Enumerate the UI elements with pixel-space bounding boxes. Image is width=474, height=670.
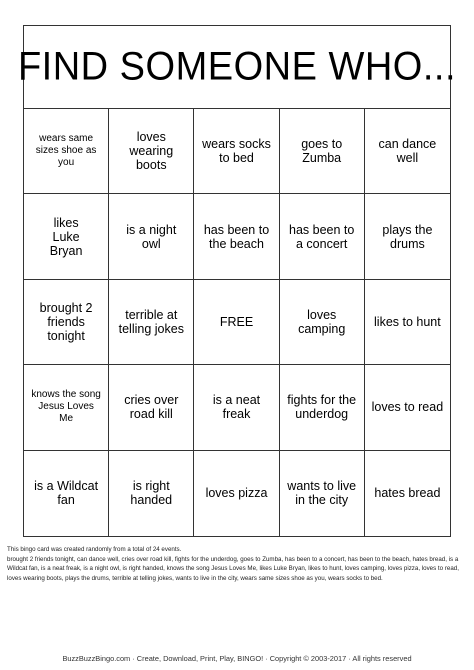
note-events: brought 2 friends tonight, can dance well, cries over road kill, fights for the underdog, goes to Zumba, has been to a concert, has been to the beach, hates bread, is a Wildcat fan, is a neat freak, is a night owl, is right handed, knows the song Jesus Loves Me, likes Luke Bryan, likes to hunt, loves camping, loves pizza, loves to read, loves wearing boots, plays the drums, terrible at telling jokes, wants to live in the city, wears same sizes shoe as you, wears socks to bed. — [7, 555, 459, 582]
bingo-cell — [109, 451, 194, 536]
cell-text: likes to hunt — [374, 314, 441, 329]
cell-text: plays the drums — [382, 222, 433, 251]
bingo-cell — [24, 365, 109, 450]
bingo-cell — [280, 365, 365, 450]
cell-text: loves to read — [371, 400, 444, 415]
cell-text: loves pizza — [205, 486, 268, 501]
cell-text: FREE — [219, 314, 254, 329]
cell-text: hates bread — [374, 486, 441, 501]
bingo-cell — [365, 109, 450, 194]
card-title: FIND SOMEONE WHO... — [17, 44, 457, 89]
cell-text: loves camping — [298, 307, 346, 336]
bingo-cell — [109, 194, 194, 279]
bingo-cell — [280, 194, 365, 279]
events-note — [7, 545, 469, 583]
bingo-cell — [194, 365, 279, 450]
bingo-cell — [109, 365, 194, 450]
cell-text: knows the song Jesus Loves Me — [31, 389, 101, 425]
bingo-cell — [365, 194, 450, 279]
cell-text: terrible at telling jokes — [118, 307, 184, 336]
cell-text: is a night owl — [126, 222, 177, 251]
bingo-cell — [280, 451, 365, 536]
cell-text: wants to live in the city — [287, 479, 357, 508]
bingo-cell — [24, 194, 109, 279]
bingo-cell — [194, 194, 279, 279]
cell-text: has been to a concert — [289, 222, 355, 251]
site-footer: BuzzBuzzBingo.com · Create, Download, Print, Play, BINGO! · Copyright © 2003-2017 · All rights reserved — [62, 654, 412, 663]
cell-text: brought 2 friends tonight — [39, 300, 93, 343]
bingo-cell — [194, 109, 279, 194]
cell-text: cries over road kill — [124, 393, 179, 422]
note-header: This bingo card was created randomly from a total of 24 events. — [7, 546, 182, 553]
bingo-card — [17, 25, 457, 537]
bingo-cell — [365, 280, 450, 365]
cell-text: goes to Zumba — [301, 137, 343, 166]
cell-text: can dance well — [378, 137, 437, 166]
bingo-cell — [280, 109, 365, 194]
cell-text: likes Luke Bryan — [49, 215, 83, 258]
cell-text: loves wearing boots — [129, 130, 174, 173]
cell-text: fights for the underdog — [287, 393, 357, 422]
bingo-cell — [365, 451, 450, 536]
bingo-cell — [24, 109, 109, 194]
cell-text: wears socks to bed — [202, 137, 271, 166]
free-space-cell — [194, 280, 279, 365]
title-box — [17, 26, 457, 109]
cell-text: wears same sizes shoe as you — [35, 133, 97, 169]
bingo-grid — [24, 109, 450, 536]
cell-text: is a neat freak — [212, 393, 261, 422]
bingo-cell — [24, 280, 109, 365]
cell-text: has been to the beach — [203, 222, 270, 251]
cell-text: is right handed — [130, 479, 173, 508]
bingo-cell — [194, 451, 279, 536]
bingo-cell — [280, 280, 365, 365]
bingo-cell — [109, 280, 194, 365]
bingo-cell — [24, 451, 109, 536]
bingo-cell — [109, 109, 194, 194]
bingo-cell — [365, 365, 450, 450]
cell-text: is a Wildcat fan — [34, 479, 99, 508]
